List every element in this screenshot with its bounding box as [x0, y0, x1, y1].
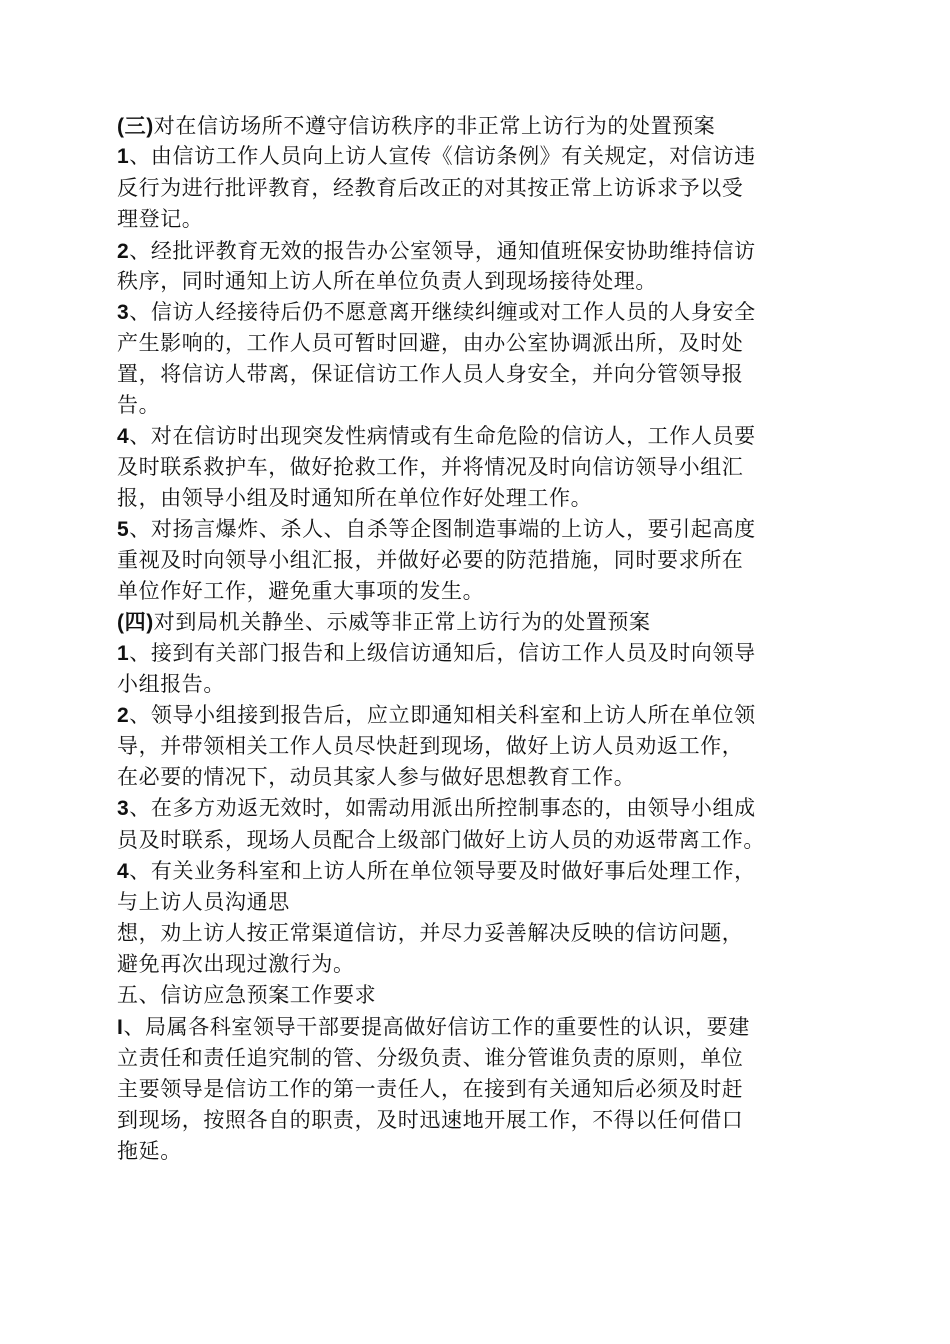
text-line	[117, 451, 743, 483]
line-text: 报，由领导小组及时通知所在单位作好处理工作。	[117, 486, 593, 510]
line-text: 反行为进行批评教育，经教育后改正的对其按正常上访诉求予以受	[117, 176, 744, 200]
line-text: 想，劝上访人按正常渠道信访，并尽力妥善解决反映的信访问题，	[117, 921, 744, 945]
line-text: 、在多方劝返无效时，如需动用派出所控制事态的，由领导小组成	[129, 796, 756, 820]
line-text: 理登记。	[117, 207, 204, 231]
line-lead: I	[117, 1016, 124, 1039]
text-line	[117, 637, 756, 669]
line-lead: 4	[117, 425, 130, 448]
text-line	[117, 824, 765, 856]
line-lead: 1	[117, 145, 130, 168]
line-text: 小组报告。	[117, 672, 225, 696]
text-line	[117, 296, 756, 328]
line-text: 拖延。	[117, 1139, 182, 1163]
line-text: 告。	[117, 393, 161, 417]
line-text: 员及时联系，现场人员配合上级部门做好上访人员的劝返带离工作。	[117, 828, 765, 852]
line-text: 、经批评教育无效的报告办公室领导，通知值班保安协助维持信访	[129, 239, 756, 263]
text-line	[117, 327, 743, 359]
line-lead: 3	[117, 797, 130, 820]
text-line	[117, 1135, 182, 1167]
line-lead: 2	[117, 704, 130, 727]
text-line	[117, 606, 651, 638]
line-lead: 5	[117, 518, 130, 541]
line-text: 、对在信访时出现突发性病情或有生命危险的信访人，工作人员要	[129, 424, 756, 448]
line-lead: 4	[117, 860, 130, 883]
text-line	[117, 235, 756, 267]
line-lead: 3	[117, 301, 130, 324]
text-line	[117, 699, 756, 731]
line-text: 、领导小组接到报告后，应立即通知相关科室和上访人所在单位领	[129, 703, 756, 727]
text-line	[117, 265, 657, 297]
text-line	[117, 110, 715, 142]
line-text: 、由信访工作人员向上访人宣传《信访条例》有关规定，对信访违	[129, 144, 756, 168]
line-text: 置，将信访人带离，保证信访工作人员人身安全，并向分管领导报	[117, 362, 744, 386]
line-text: 主要领导是信访工作的第一责任人，在接到有关通知后必须及时赶	[117, 1077, 744, 1101]
text-line	[117, 482, 592, 514]
text-line	[117, 886, 290, 918]
text-line	[117, 668, 225, 700]
line-text: 、接到有关部门报告和上级信访通知后，信访工作人员及时向领导	[129, 641, 756, 665]
line-text: 到现场，按照各自的职责，及时迅速地开展工作，不得以任何借口	[117, 1108, 744, 1132]
line-text: 五、信访应急预案工作要求	[117, 983, 377, 1007]
line-text: 避免再次出现过激行为。	[117, 952, 355, 976]
text-line	[117, 172, 743, 204]
line-text: 对到局机关静坐、示威等非正常上访行为的处置预案	[153, 610, 651, 634]
line-lead: (四)	[117, 611, 154, 634]
text-line	[117, 979, 376, 1011]
line-text: 产生影响的，工作人员可暂时回避，由办公室协调派出所，及时处	[117, 331, 744, 355]
text-line	[117, 513, 756, 545]
line-text: 单位作好工作，避免重大事项的发生。	[117, 579, 485, 603]
line-text: 导，并带领相关工作人员尽快赶到现场，做好上访人员劝返工作，	[117, 734, 744, 758]
text-line	[117, 389, 160, 421]
text-line	[117, 544, 743, 576]
line-lead: (三)	[117, 115, 154, 138]
line-text: 、局属各科室领导干部要提高做好信访工作的重要性的认识，要建	[123, 1015, 750, 1039]
line-text: 对在信访场所不遵守信访秩序的非正常上访行为的处置预案	[153, 114, 716, 138]
text-line	[117, 1104, 743, 1136]
text-line	[117, 420, 756, 452]
line-text: 秩序，同时通知上访人所在单位负责人到现场接待处理。	[117, 269, 657, 293]
line-text: 与上访人员沟通思	[117, 890, 290, 914]
text-line	[117, 358, 743, 390]
line-lead: 1	[117, 642, 130, 665]
text-line	[117, 1042, 743, 1074]
line-text: 、有关业务科室和上访人所在单位领导要及时做好事后处理工作，	[129, 859, 756, 883]
text-line	[117, 761, 635, 793]
text-line	[117, 575, 484, 607]
line-text: 立责任和责任追究制的管、分级负责、谁分管谁负责的原则，单位	[117, 1046, 744, 1070]
text-line	[117, 1073, 743, 1105]
line-text: 、对扬言爆炸、杀人、自杀等企图制造事端的上访人，要引起高度	[129, 517, 756, 541]
line-text: 、信访人经接待后仍不愿意离开继续纠缠或对工作人员的人身安全	[129, 300, 756, 324]
line-lead: 2	[117, 240, 130, 263]
line-text: 及时联系救护车，做好抢救工作，并将情况及时向信访领导小组汇	[117, 455, 744, 479]
text-line	[117, 1011, 750, 1043]
text-line	[117, 203, 203, 235]
text-line	[117, 730, 743, 762]
line-text: 重视及时向领导小组汇报，并做好必要的防范措施，同时要求所在	[117, 548, 744, 572]
line-text: 在必要的情况下，动员其家人参与做好思想教育工作。	[117, 765, 636, 789]
text-line	[117, 917, 743, 949]
text-line	[117, 140, 756, 172]
text-line	[117, 855, 756, 887]
text-line	[117, 792, 756, 824]
text-line	[117, 948, 355, 980]
